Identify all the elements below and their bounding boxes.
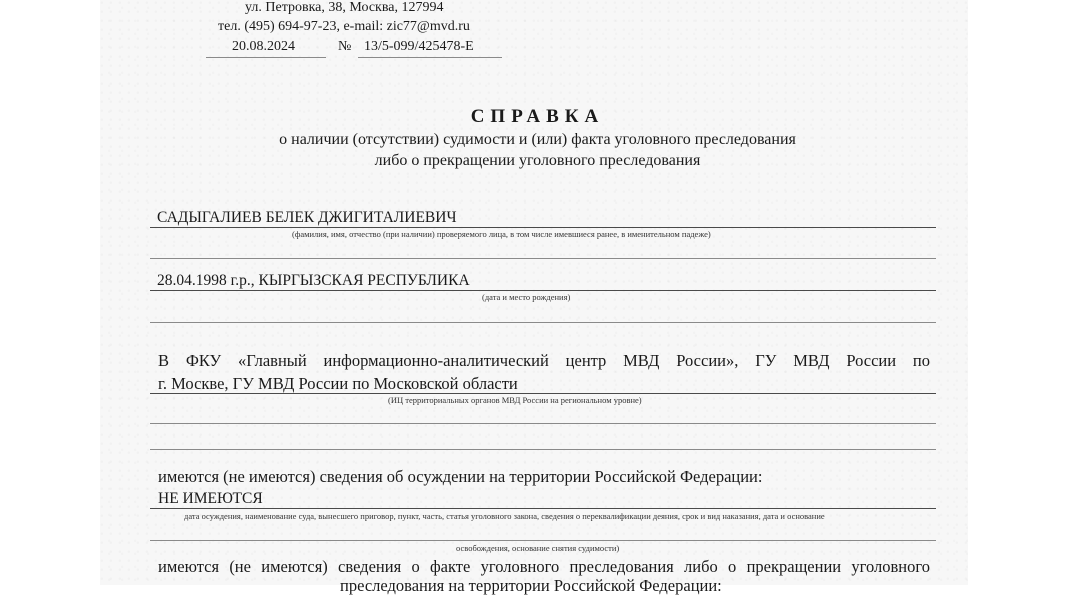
prosecution-line1: имеются (не имеются) сведения о факте уголовного преследования либо о прекращении уголовного bbox=[158, 557, 930, 576]
convictions-underline bbox=[150, 508, 936, 509]
header-number: 13/5-099/425478-Е bbox=[364, 39, 474, 54]
document-subtitle-line2: либо о прекращении уголовного преследования bbox=[374, 152, 701, 169]
convictions-heading: имеются (не имеются) сведения об осуждении на территории Российской Федерации: bbox=[158, 467, 763, 486]
convictions-extra-line bbox=[150, 540, 936, 541]
convictions-value: НЕ ИМЕЮТСЯ bbox=[158, 490, 263, 507]
header-number-sign: № bbox=[338, 39, 352, 54]
header-contacts: тел. (495) 694-97-23, e-mail: zic77@mvd.ru bbox=[218, 19, 470, 34]
source-line2: г. Москве, ГУ МВД России по Московской области bbox=[158, 374, 518, 393]
full-name-caption: (фамилия, имя, отчество (при наличии) проверяемого лица, в том числе имевшиеся ранее, в именительном падеже) bbox=[292, 229, 711, 239]
document-subtitle-line1: о наличии (отсутствии) судимости и (или) факта уголовного преследования bbox=[279, 131, 796, 148]
document-title: СПРАВКА bbox=[470, 106, 605, 127]
full-name-underline bbox=[150, 227, 936, 228]
source-extra-line-1 bbox=[150, 423, 936, 424]
person-full-name: САДЫГАЛИЕВ БЕЛЕК ДЖИГИТАЛИЕВИЧ bbox=[157, 209, 457, 226]
birth-caption: (дата и место рождения) bbox=[482, 292, 571, 302]
prosecution-line2: преследования на территории Российской Федерации: bbox=[340, 576, 722, 595]
source-underline bbox=[150, 393, 936, 394]
source-extra-line-2 bbox=[150, 449, 936, 450]
convictions-caption-line2: освобождения, основание снятия судимости) bbox=[456, 543, 620, 553]
header-address: ул. Петровка, 38, Москва, 127994 bbox=[245, 0, 444, 15]
birth-underline bbox=[150, 290, 936, 291]
header-date: 20.08.2024 bbox=[232, 39, 295, 54]
birth-extra-line bbox=[150, 322, 936, 323]
source-line1: В ФКУ «Главный информационно-аналитический центр МВД России», ГУ МВД России по bbox=[158, 351, 930, 370]
person-birth: 28.04.1998 г.р., КЫРГЫЗСКАЯ РЕСПУБЛИКА bbox=[157, 272, 470, 289]
source-caption: (ИЦ территориальных органов МВД России на региональном уровне) bbox=[388, 395, 642, 405]
full-name-extra-line bbox=[150, 258, 936, 259]
header-date-underline bbox=[206, 57, 326, 58]
header-number-underline bbox=[358, 57, 502, 58]
convictions-caption-line1: дата осуждения, наименование суда, вынесшего приговор, пункт, часть, статья уголовного закона, сведения о переквалификации деяния, срок и вид наказания, дата и основание bbox=[184, 511, 825, 521]
